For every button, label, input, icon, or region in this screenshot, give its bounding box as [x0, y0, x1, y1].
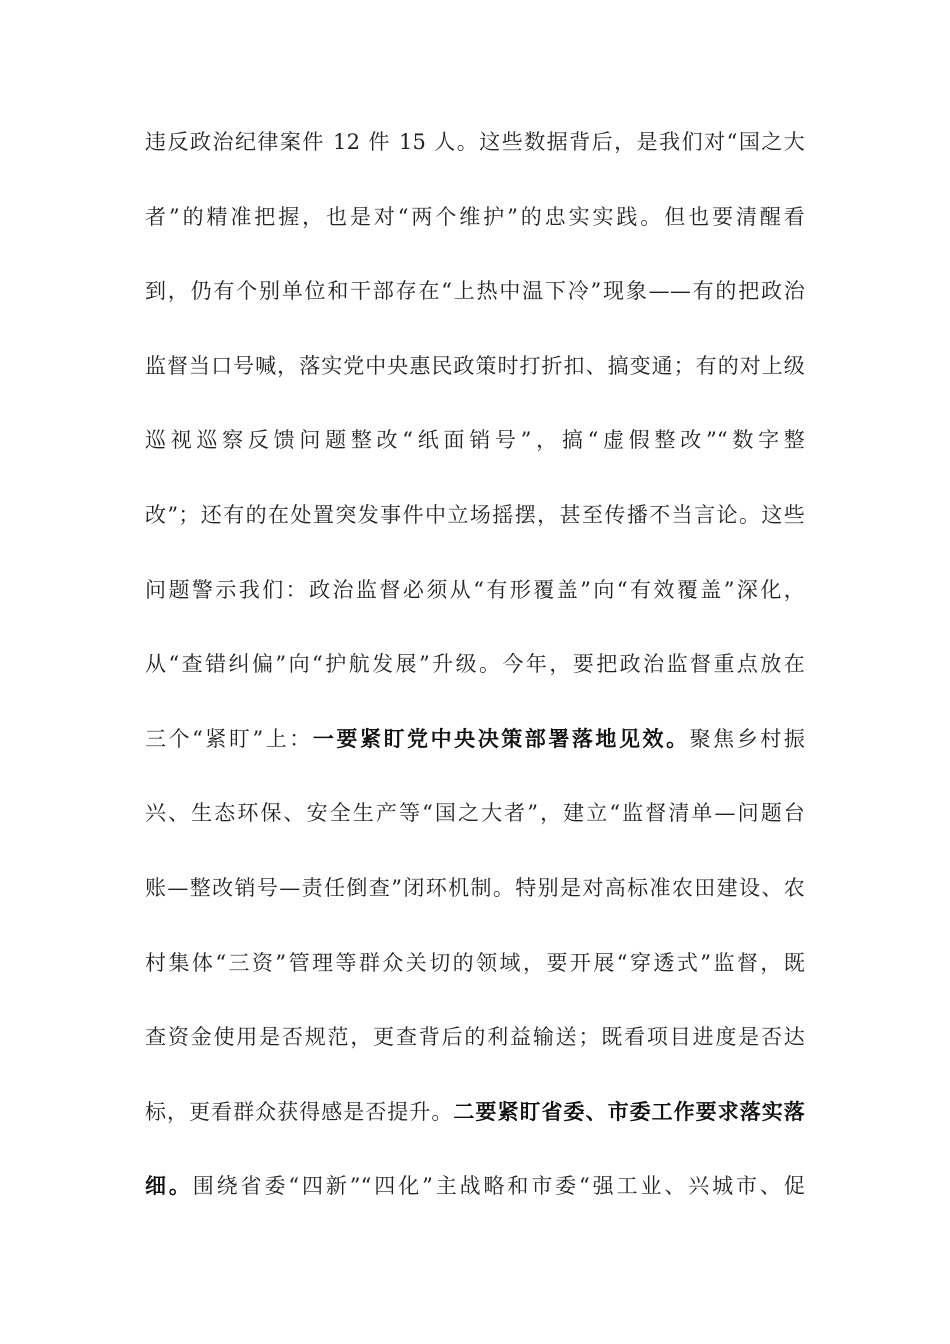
- text-line: [145, 495, 805, 570]
- bold-heading-phrase: 一要紧盯党中央决策部署落地见效。: [312, 725, 690, 751]
- text-line: [145, 271, 805, 346]
- text-line: [145, 1092, 805, 1167]
- bold-heading-phrase: 细。: [145, 1173, 193, 1199]
- text-segment: 聚焦乡村振: [689, 726, 806, 751]
- body-text: [145, 122, 805, 1241]
- text-line: [145, 719, 805, 794]
- text-segment: 问题警示我们：政治监督必须从“有形覆盖”向“有效覆盖”深化，: [145, 577, 805, 602]
- text-segment: 到，仍有个别单位和干部存在“上热中温下冷”现象——有的把政治: [145, 279, 805, 304]
- text-line: [145, 1166, 805, 1241]
- text-segment: 改”；还有的在处置突发事件中立场摇摆，甚至传播不当言论。这些: [145, 502, 805, 527]
- text-line: [145, 644, 805, 719]
- text-segment: 村集体“三资”管理等群众关切的领域，要开展“穿透式”监督，既: [145, 950, 805, 975]
- text-segment: 兴、生态环保、安全生产等“国之大者”，建立“监督清单—问题台: [145, 801, 805, 826]
- text-segment: 围绕省委“四新”“四化”主战略和市委“强工业、兴城市、促: [192, 1174, 805, 1199]
- text-segment: 监督当口号喊，落实党中央惠民政策时打折扣、搞变通；有的对上级: [145, 353, 805, 378]
- text-line: [145, 570, 805, 645]
- text-segment: 账—整改销号—责任倒查”闭环机制。特别是对高标准农田建设、农: [145, 875, 805, 900]
- text-line: [145, 868, 805, 943]
- text-segment: 从“查错纠偏”向“护航发展”升级。今年，要把政治监督重点放在: [145, 652, 805, 677]
- text-line: [145, 122, 805, 197]
- text-segment: 巡视巡察反馈问题整改“纸面销号”，搞“虚假整改”“数字整: [145, 428, 805, 453]
- text-segment: 者”的精准把握，也是对“两个维护”的忠实实践。但也要清醒看: [145, 204, 805, 229]
- text-line: [145, 1017, 805, 1092]
- bold-heading-phrase: 二要紧盯省委、市委工作要求落实落: [453, 1098, 805, 1124]
- text-line: [145, 346, 805, 421]
- text-segment: 三个“紧盯”上：: [145, 726, 313, 751]
- text-segment: 标，更看群众获得感是否提升。: [145, 1099, 454, 1124]
- text-line: [145, 420, 805, 495]
- text-line: [145, 793, 805, 868]
- text-line: [145, 197, 805, 272]
- text-segment: 查资金使用是否规范，更查背后的利益输送；既看项目进度是否达: [145, 1025, 805, 1050]
- text-segment: 违反政治纪律案件 12 件 15 人。这些数据背后，是我们对“国之大: [145, 130, 805, 154]
- text-line: [145, 943, 805, 1018]
